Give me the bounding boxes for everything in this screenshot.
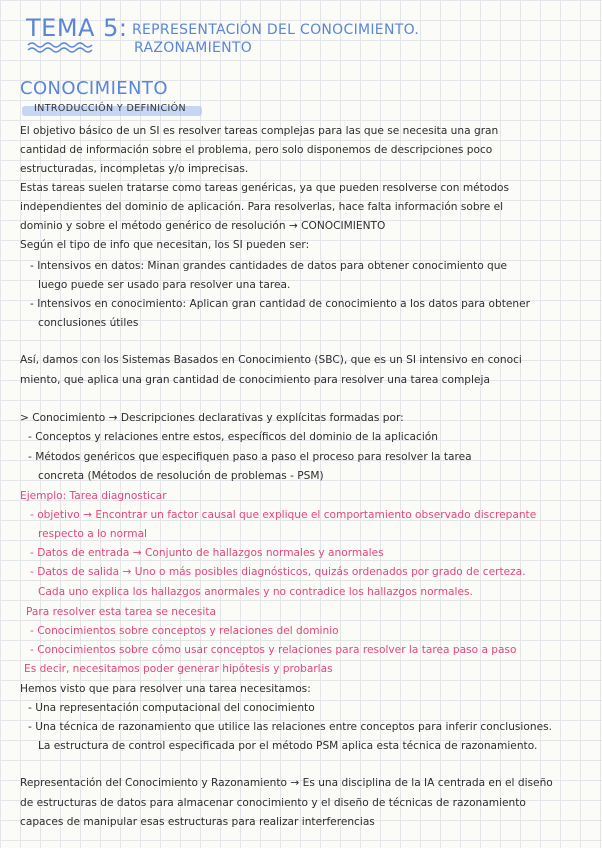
text-line: La estructura de control especificada por el método PSM aplica esta técnica de razonamiento. — [38, 740, 538, 752]
text-line: de estructuras de datos para almacenar conocimiento y el diseño de técnicas de razonamiento — [20, 797, 526, 809]
section-heading: CONOCIMIENTO — [20, 78, 168, 99]
title-prefix: TEMA 5: — [26, 14, 128, 42]
text-line: dominio y sobre el método genérico de resolución → CONOCIMIENTO — [20, 220, 386, 232]
title-squiggle-decoration — [26, 40, 96, 54]
text-line: Para resolver esta tarea se necesita — [26, 606, 216, 618]
text-line: estructuradas, incompletas y/o imprecisas. — [20, 163, 249, 175]
bullet-line: - Intensivos en datos: Minan grandes cantidades de datos para obtener conocimiento que — [30, 260, 508, 272]
bullet-line: - Conceptos y relaciones entre estos, específicos del dominio de la aplicación — [28, 431, 439, 443]
section-subheading: INTRODUCCIÓN Y DEFINICIÓN — [34, 103, 187, 114]
text-line: Estas tareas suelen tratarse como tareas genéricas, ya que pueden resolverse con métodos — [20, 182, 510, 194]
bullet-line: - Conocimientos sobre cómo usar conceptos y relaciones para resolver la tarea paso a paso — [30, 644, 517, 656]
bullet-line: - objetivo → Encontrar un factor causal que explique el comportamiento observado discrepante — [30, 509, 537, 521]
text-line: luego puede ser usado para resolver una tarea. — [38, 279, 291, 291]
bullet-line: - Una representación computacional del conocimiento — [28, 702, 315, 714]
text-line: cantidad de información sobre el problema, pero solo disponemos de descripciones poco — [20, 144, 493, 156]
bullet-line: - Datos de salida → Uno o más posibles diagnósticos, quizás ordenados por grado de certeza. — [30, 566, 526, 578]
text-line: Es decir, necesitamos poder generar hipótesis y probarlas — [24, 663, 333, 675]
text-line: Representación del Conocimiento y Razonamiento → Es una disciplina de la IA centrada en el diseño — [20, 777, 553, 789]
title-line-2: RAZONAMIENTO — [134, 40, 253, 56]
bullet-line: - Intensivos en conocimiento: Aplican gran cantidad de conocimiento a los datos para obtener — [30, 298, 530, 310]
text-line: Cada uno explica los hallazgos anormales y no contradice los hallazgos normales. — [38, 586, 473, 598]
text-line: Según el tipo de info que necesitan, los SI pueden ser: — [20, 239, 310, 251]
text-line: miento, que aplica una gran cantidad de conocimiento para resolver una tarea compleja — [20, 374, 490, 386]
text-line: capaces de manipular esas estructuras para realizar interferencias — [20, 816, 375, 828]
text-line: respecto a lo normal — [38, 528, 147, 540]
text-line: conclusiones útiles — [38, 317, 139, 329]
bullet-line: - Una técnica de razonamiento que utilice las relaciones entre conceptos para inferir conclusiones. — [28, 721, 552, 733]
text-line: El objetivo básico de un SI es resolver tareas complejas para las que se necesita una gran — [20, 125, 499, 137]
title-line-1: REPRESENTACIÓN DEL CONOCIMIENTO. — [132, 22, 420, 38]
bullet-line: - Conocimientos sobre conceptos y relaciones del dominio — [30, 625, 339, 637]
bullet-line: - Métodos genéricos que especifiquen paso a paso el proceso para resolver la tarea — [28, 451, 472, 463]
example-heading: Ejemplo: Tarea diagnosticar — [20, 490, 167, 502]
text-line: concreta (Métodos de resolución de problemas - PSM) — [38, 470, 324, 482]
text-line: Así, damos con los Sistemas Basados en Conocimiento (SBC), que es un SI intensivo en conoci — [20, 354, 522, 366]
text-line: Hemos visto que para resolver una tarea necesitamos: — [20, 683, 311, 695]
bullet-line: - Datos de entrada → Conjunto de hallazgos normales y anormales — [30, 547, 384, 559]
page-title — [26, 14, 127, 42]
text-line: > Conocimiento → Descripciones declarativas y explícitas formadas por: — [20, 412, 404, 424]
text-line: independientes del dominio de aplicación. Para resolverlas, hace falta información sobre el — [20, 201, 504, 213]
